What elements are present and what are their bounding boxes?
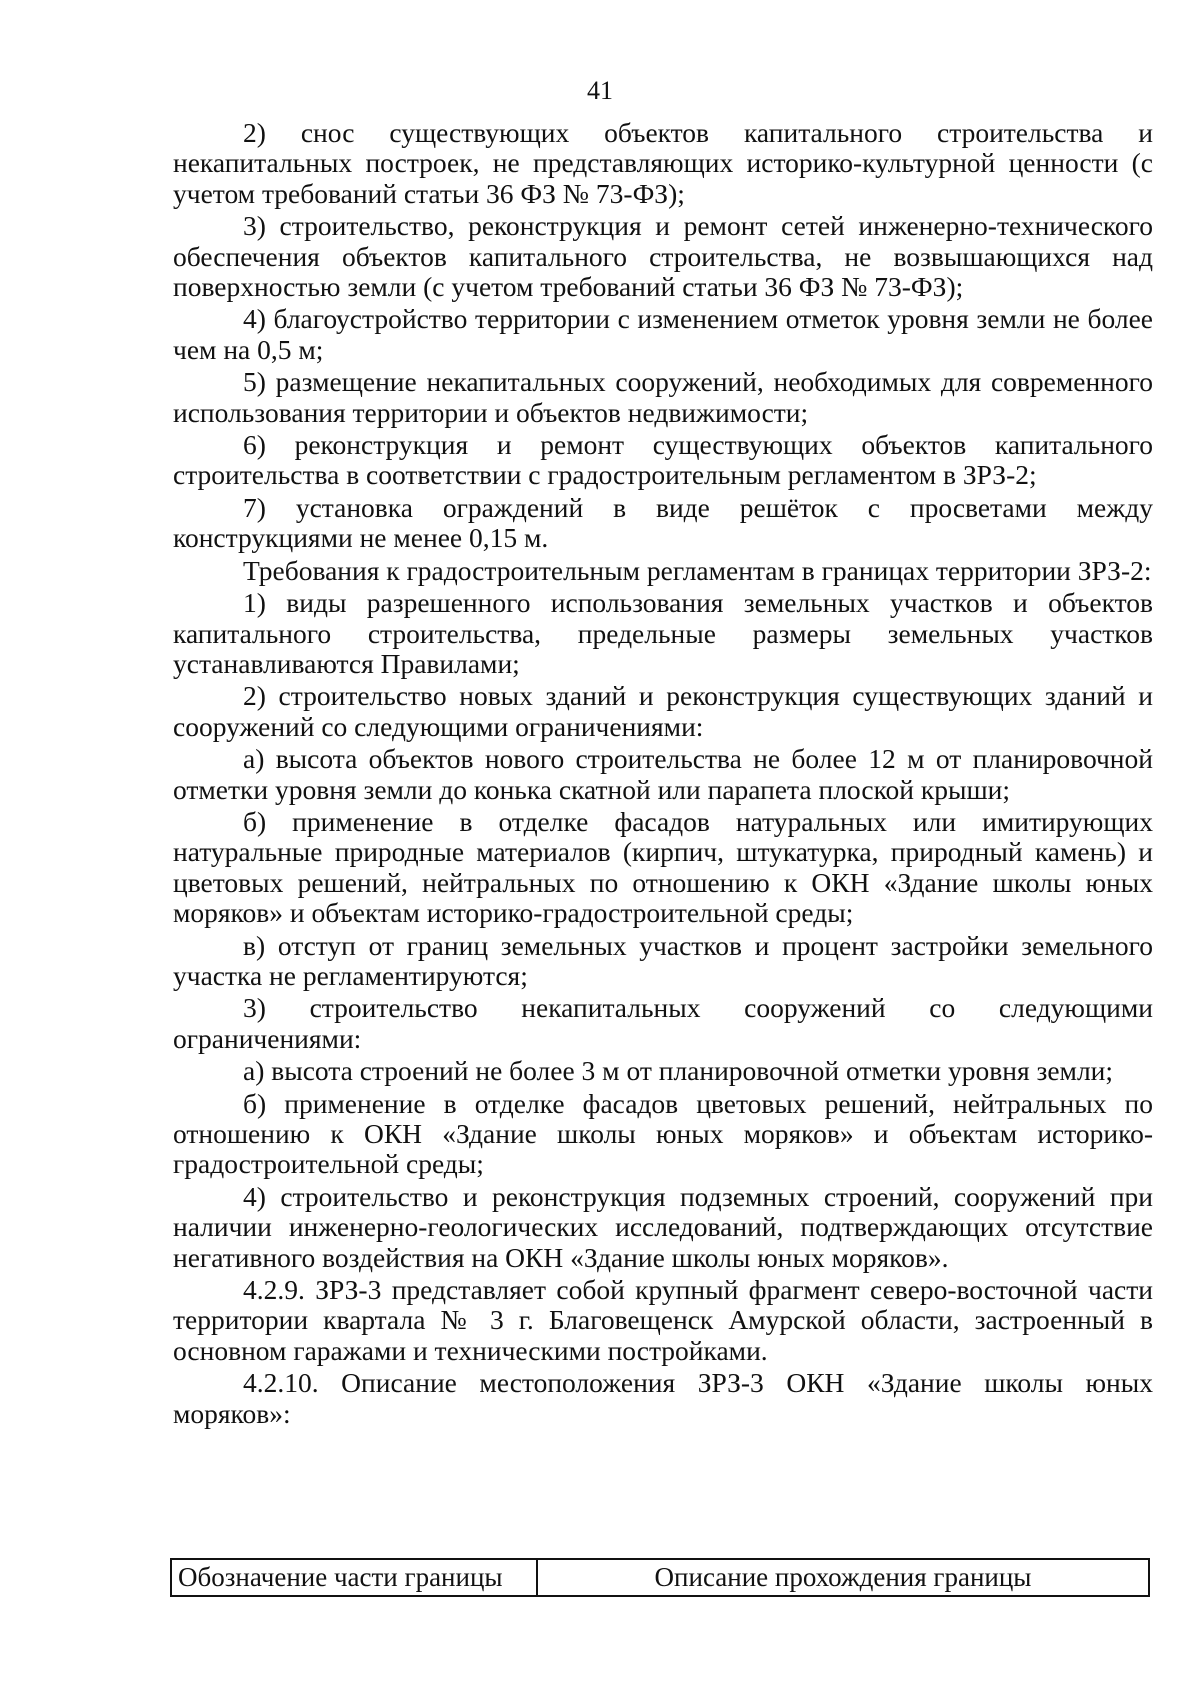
table-header-row — [171, 1559, 1149, 1596]
document-body — [173, 118, 1153, 1429]
page-number: 41 — [587, 76, 613, 105]
paragraph: 2) строительство новых зданий и реконструкция существующих зданий и сооружений со следующими ограничениями: — [173, 680, 1153, 742]
paragraph: 5) размещение некапитальных сооружений, необходимых для современного использования территории и объектов недвижимости; — [173, 366, 1153, 428]
paragraph: 3) строительство, реконструкция и ремонт сетей инженерно-технического обеспечения объектов капитального строительства, не возвышающихся над поверхностью земли (с учетом требований статьи 36 ФЗ № 73-ФЗ); — [173, 210, 1153, 303]
paragraph: б) применение в отделке фасадов натуральных или имитирующих натуральные природные материалов (кирпич, штукатурка, природный камень) и цветовых решений, нейтральных по отношению к ОКН «Здание школы юных моряков» и объектам историко-градостроительной среды; — [173, 805, 1153, 929]
paragraph: 4.2.10. Описание местоположения ЗРЗ-3 ОКН «Здание школы юных моряков»: — [173, 1367, 1153, 1429]
boundary-table — [170, 1558, 1150, 1597]
paragraph: Требования к градостроительным регламентам в границах территории ЗРЗ-2: — [243, 554, 1152, 586]
paragraph: 7) установка ограждений в виде решёток с просветами между конструкциями не менее 0,15 м. — [173, 491, 1153, 554]
paragraph: 1) виды разрешенного использования земельных участков и объектов капитального строительства, предельные размеры земельных участков устанавливаются Правилами; — [173, 587, 1153, 679]
paragraph: 6) реконструкция и ремонт существующих объектов капитального строительства в соответствии с градостроительным регламентом в ЗРЗ-2; — [173, 429, 1153, 491]
table-header-boundary-description: Описание прохождения границы — [537, 1559, 1149, 1596]
paragraph: в) отступ от границ земельных участков и процент застройки земельного участка не регламентируются; — [173, 929, 1153, 991]
paragraph: 2) снос существующих объектов капитального строительства и некапитальных построек, не представляющих историко-культурной ценности (с учетом требований статьи 36 ФЗ № 73-ФЗ); — [173, 117, 1153, 209]
paragraph: 3) строительство некапитальных сооружений со следующими ограничениями: — [173, 992, 1153, 1054]
table-header-boundary-part: Обозначение части границы — [171, 1559, 537, 1596]
paragraph: а) высота строений не более 3 м от планировочной отметки уровня земли; — [243, 1055, 1114, 1087]
paragraph: б) применение в отделке фасадов цветовых решений, нейтральных по отношению к ОКН «Здание школы юных моряков» и объектам историко-градостроительной среды; — [173, 1087, 1153, 1180]
paragraph: 4) благоустройство территории с изменением отметок уровня земли не более чем на 0,5 м; — [173, 303, 1153, 365]
paragraph: 4.2.9. ЗРЗ-3 представляет собой крупный фрагмент северо-восточной части территории квартала № 3 г. Благовещенск Амурской области, застроенный в основном гаражами и техническими постройками. — [173, 1274, 1153, 1366]
paragraph: 4) строительство и реконструкция подземных строений, сооружений при наличии инженерно-геологических исследований, подтверждающих отсутствие негативного воздействия на ОКН «Здание школы юных моряков». — [173, 1180, 1153, 1273]
paragraph: а) высота объектов нового строительства не более 12 м от планировочной отметки уровня земли до конька скатной или парапета плоской крыши; — [173, 743, 1153, 805]
